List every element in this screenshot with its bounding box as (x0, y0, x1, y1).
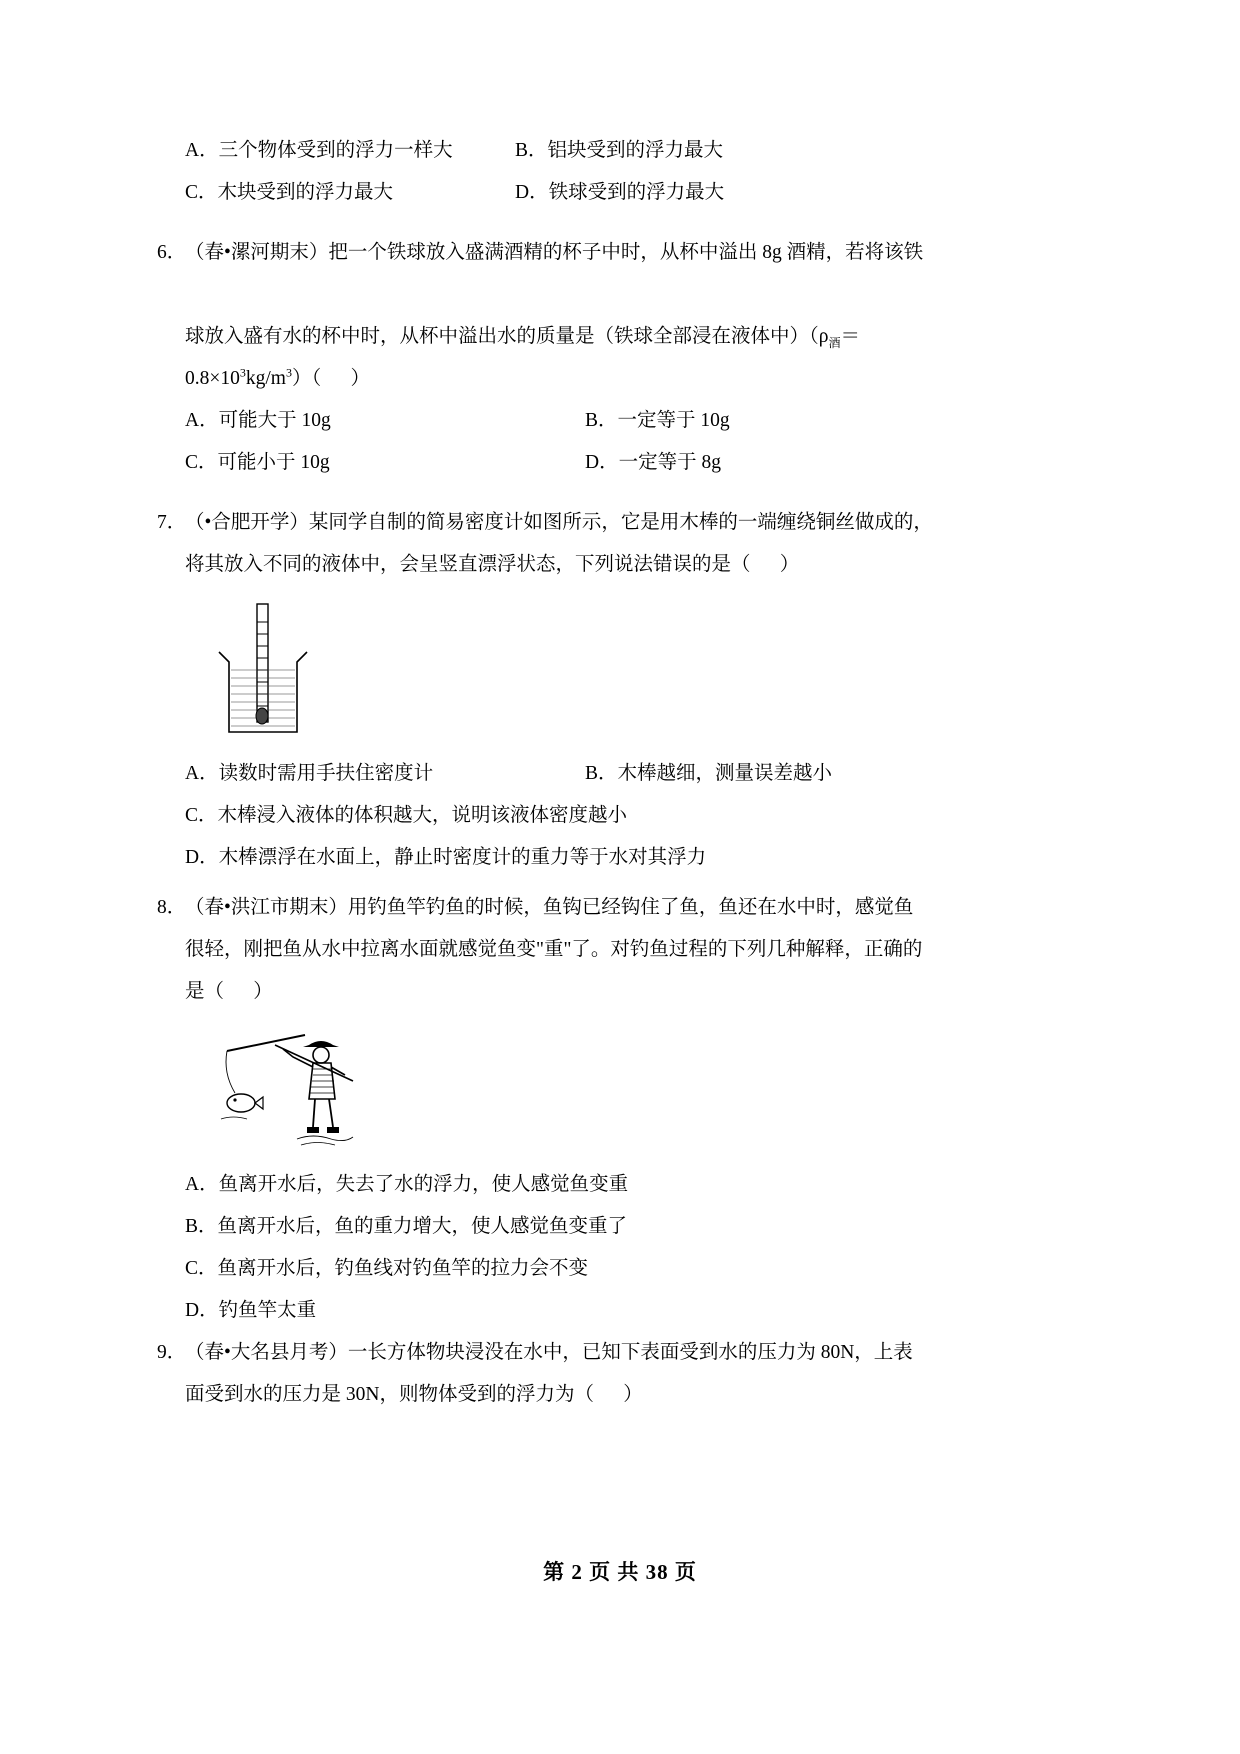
option-a: A．三个物体受到的浮力一样大 (185, 140, 453, 161)
fisherman-illustration-icon (213, 1023, 413, 1153)
q7-option-a: A．读数时需用手扶住密度计 (185, 763, 434, 784)
question-6 (157, 232, 1055, 484)
question-7-line-1: （•合肥开学）某同学自制的简易密度计如图所示，它是用木棒的一端缠绕铜丝做成的， (185, 512, 933, 533)
q8-option-b: B．鱼离开水后，鱼的重力增大，使人感觉鱼变重了 (185, 1216, 628, 1237)
question-5-options-block (185, 130, 1055, 214)
answer-blank: ）（ ） (291, 368, 370, 389)
q7-option-d: D．木棒漂浮在水面上，静止时密度计的重力等于水对其浮力 (185, 847, 707, 868)
option-b: B．铝块受到的浮力最大 (515, 140, 724, 161)
question-6-line-2-text: 球放入盛有水的杯中时，从杯中溢出水的质量是（铁球全部浸在液体中）（ρ (185, 326, 829, 347)
q7-option-c: C．木棒浸入液体的体积越大，说明该液体密度越小 (185, 805, 628, 826)
question-7-line-2: 将其放入不同的液体中，会呈竖直漂浮状态，下列说法错误的是（ ） (185, 554, 800, 575)
fishing-figure (213, 1023, 1055, 1158)
exponent-1: 3 (239, 365, 246, 380)
question-8-line-1: （春•洪江市期末）用钓鱼竿钓鱼的时候，鱼钩已经钩住了鱼，鱼还在水中时，感觉鱼 (185, 897, 914, 918)
option-c: C．木块受到的浮力最大 (185, 182, 394, 203)
hydrometer-in-beaker-icon (211, 600, 321, 740)
option-row (185, 753, 1055, 795)
question-6-line-3 (185, 358, 1055, 400)
density-value-prefix: 0.8×10 (185, 368, 240, 389)
question-6-line-1: （春•漯河期末）把一个铁球放入盛满酒精的杯子中时，从杯中溢出 8g 酒精，若将该铁 (185, 242, 924, 263)
q8-option-c: C．鱼离开水后，钓鱼线对钓鱼竿的拉力会不变 (185, 1258, 589, 1279)
question-6-number: 6． (157, 242, 187, 263)
hydrometer-figure (211, 600, 1055, 745)
q8-option-d: D．钓鱼竿太重 (185, 1300, 317, 1321)
question-9-line-2: 面受到水的压力是 30N，则物体受到的浮力为（ ） (185, 1384, 643, 1405)
q6-option-a: A．可能大于 10g (185, 410, 331, 431)
page-footer: 第 2 页 共 38 页 (543, 1560, 697, 1584)
q6-option-b: B．一定等于 10g (585, 410, 730, 431)
q7-option-b: B．木棒越细，测量误差越小 (585, 763, 833, 784)
question-8-line-2: 很轻，刚把鱼从水中拉离水面就感觉鱼变"重"了。对钓鱼过程的下列几种解释，正确的 (185, 939, 923, 960)
option-d: D．铁球受到的浮力最大 (515, 182, 725, 203)
q6-option-c: C．可能小于 10g (185, 452, 330, 473)
density-unit: kg/m (245, 368, 286, 389)
option-row (185, 172, 1055, 214)
question-8-line-3: 是（ ） (185, 981, 273, 1002)
exponent-2: 3 (285, 365, 292, 380)
question-8-number: 8． (157, 897, 187, 918)
question-6-line-2 (185, 316, 1055, 358)
question-9-line-1: （春•大名县月考）一长方体物块浸没在水中，已知下表面受到水的压力为 80N，上表 (185, 1342, 913, 1363)
option-row (185, 442, 1055, 484)
question-7 (157, 502, 1055, 879)
question-9-number: 9． (157, 1342, 187, 1363)
question-9 (157, 1332, 1055, 1416)
q6-option-d: D．一定等于 8g (585, 452, 721, 473)
rho-subscript: 酒 (828, 335, 841, 350)
option-row (185, 130, 1055, 172)
q8-option-a: A．鱼离开水后，失去了水的浮力，使人感觉鱼变重 (185, 1174, 629, 1195)
equals-sign: ＝ (840, 326, 861, 347)
option-row (185, 400, 1055, 442)
question-8 (157, 887, 1055, 1332)
question-7-number: 7． (157, 512, 187, 533)
